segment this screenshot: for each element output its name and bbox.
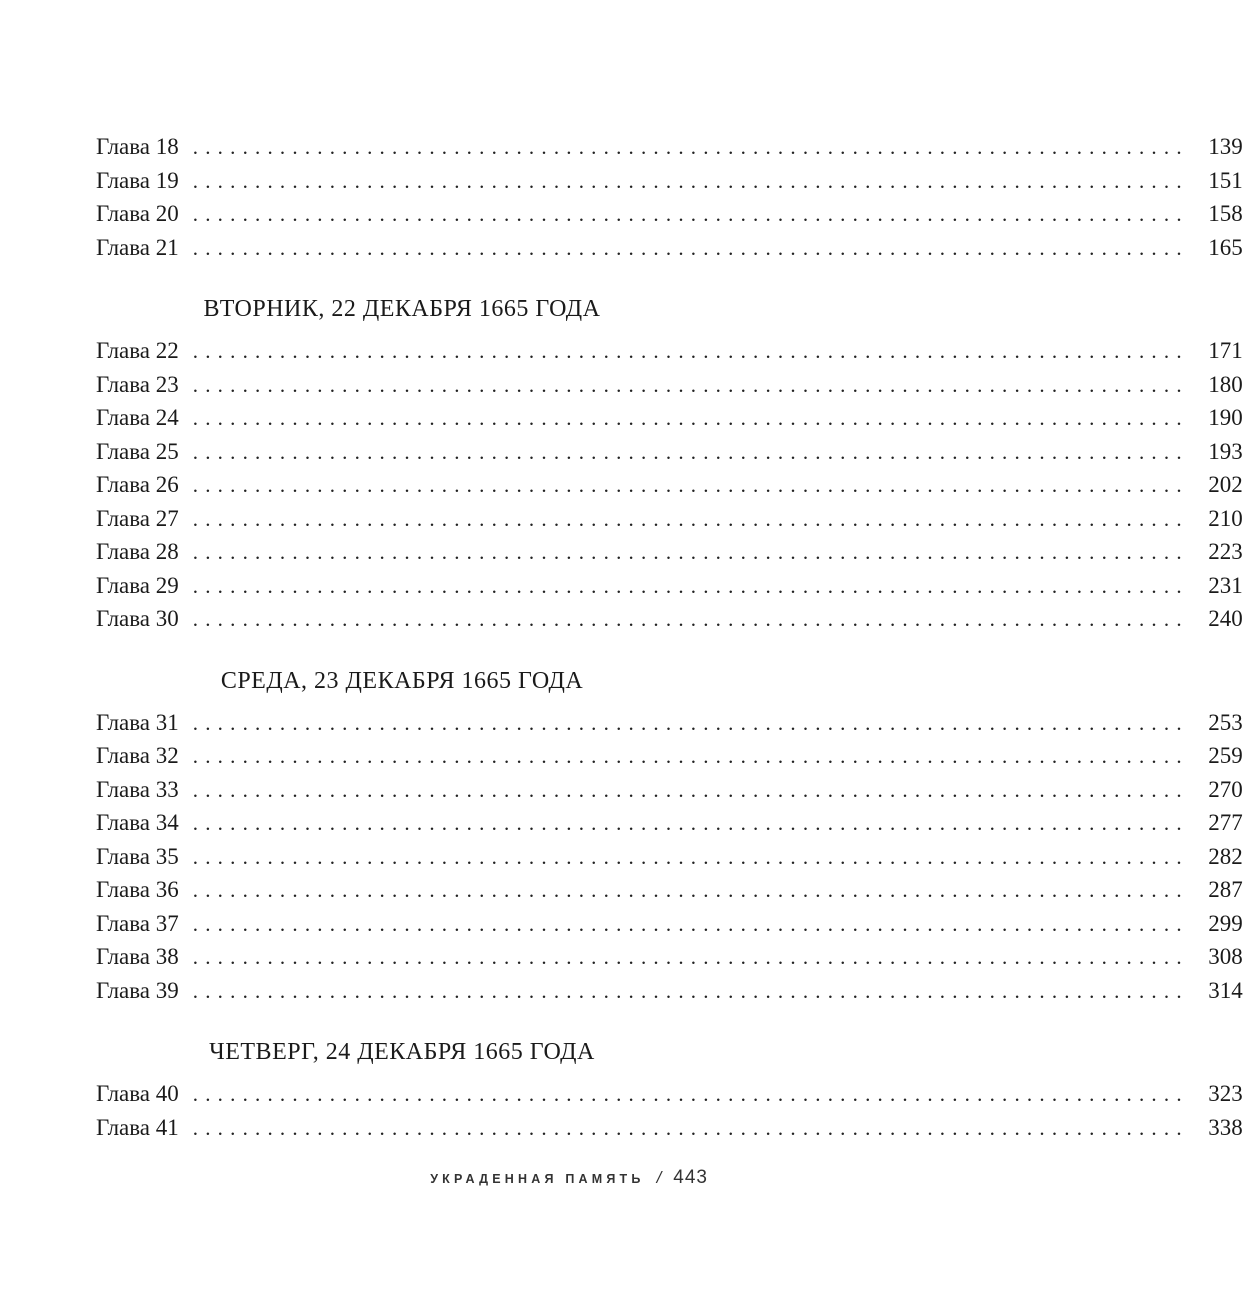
chapter-page-number: 277 bbox=[1208, 810, 1243, 835]
toc-entry bbox=[96, 231, 1243, 265]
chapter-label: Глава 30 bbox=[96, 606, 179, 631]
dot-leader: ................................................................................ bbox=[192, 473, 1189, 497]
dot-leader: ................................................................................ bbox=[192, 339, 1189, 363]
dot-leader: ................................................................................ bbox=[192, 573, 1189, 598]
chapter-label: Глава 36 bbox=[96, 877, 179, 902]
chapter-page-number: 308 bbox=[1208, 944, 1243, 969]
page-number: 443 bbox=[673, 1167, 708, 1188]
dot-leader: ................................................................................ bbox=[192, 135, 1189, 159]
toc-entry bbox=[96, 974, 1243, 1008]
chapter-label: Глава 22 bbox=[96, 338, 179, 363]
toc-entry bbox=[96, 840, 1243, 874]
dot-leader: ................................................................................ bbox=[192, 811, 1189, 835]
chapter-label: Глава 28 bbox=[96, 539, 179, 564]
toc-entry bbox=[96, 502, 1243, 536]
dot-leader: ................................................................................ bbox=[192, 168, 1189, 193]
chapter-label: Глава 18 bbox=[96, 134, 179, 159]
chapter-label: Глава 21 bbox=[96, 234, 179, 260]
dot-leader: ................................................................................ bbox=[192, 844, 1189, 869]
toc-entry bbox=[96, 368, 1243, 402]
chapter-page-number: 202 bbox=[1208, 472, 1243, 497]
section-heading: ЧЕТВЕРГ, 24 ДЕКАБРЯ 1665 ГОДА bbox=[209, 1039, 595, 1065]
toc-entry bbox=[96, 873, 1243, 907]
chapter-page-number: 338 bbox=[1208, 1114, 1243, 1140]
toc-entry bbox=[96, 806, 1243, 840]
chapter-page-number: 270 bbox=[1208, 776, 1243, 802]
dot-leader: ................................................................................ bbox=[192, 406, 1189, 430]
toc-entry bbox=[96, 569, 1243, 603]
chapter-page-number: 190 bbox=[1208, 405, 1243, 430]
chapter-label: Глава 39 bbox=[96, 977, 179, 1003]
chapter-label: Глава 35 bbox=[96, 843, 179, 869]
chapter-label: Глава 26 bbox=[96, 472, 179, 497]
chapter-label: Глава 38 bbox=[96, 944, 179, 969]
chapter-label: Глава 29 bbox=[96, 572, 179, 598]
dot-leader: ................................................................................ bbox=[192, 506, 1189, 531]
chapter-label: Глава 37 bbox=[96, 910, 179, 936]
dot-leader: ................................................................................ bbox=[192, 439, 1189, 464]
chapter-page-number: 193 bbox=[1208, 438, 1243, 464]
footer-separator: / bbox=[656, 1168, 662, 1187]
toc-entry bbox=[96, 1077, 1243, 1111]
toc-entry bbox=[96, 1111, 1243, 1145]
toc-entry bbox=[96, 130, 1243, 164]
chapter-page-number: 323 bbox=[1208, 1081, 1243, 1106]
chapter-page-number: 287 bbox=[1208, 877, 1243, 902]
chapter-label: Глава 40 bbox=[96, 1081, 179, 1106]
toc-entry bbox=[96, 334, 1243, 368]
page-footer bbox=[430, 1167, 708, 1189]
chapter-label: Глава 41 bbox=[96, 1114, 179, 1140]
chapter-label: Глава 34 bbox=[96, 810, 179, 835]
chapter-page-number: 180 bbox=[1208, 371, 1243, 397]
chapter-page-number: 259 bbox=[1208, 743, 1243, 768]
chapter-page-number: 253 bbox=[1208, 709, 1243, 735]
dot-leader: ................................................................................ bbox=[192, 710, 1189, 735]
section-heading: ВТОРНИК, 22 ДЕКАБРЯ 1665 ГОДА bbox=[203, 296, 601, 322]
chapter-page-number: 139 bbox=[1208, 134, 1243, 159]
toc-entry bbox=[96, 773, 1243, 807]
dot-leader: ................................................................................ bbox=[192, 878, 1189, 902]
chapter-page-number: 240 bbox=[1208, 606, 1243, 631]
chapter-page-number: 151 bbox=[1208, 167, 1243, 193]
dot-leader: ................................................................................ bbox=[192, 1082, 1189, 1106]
toc-entry bbox=[96, 435, 1243, 469]
toc-entry bbox=[96, 907, 1243, 941]
chapter-label: Глава 24 bbox=[96, 405, 179, 430]
dot-leader: ................................................................................ bbox=[192, 372, 1189, 397]
dot-leader: ................................................................................ bbox=[192, 777, 1189, 802]
toc-entry bbox=[96, 164, 1243, 198]
toc-entry bbox=[96, 602, 1243, 636]
dot-leader: ................................................................................ bbox=[192, 945, 1189, 969]
toc-entry bbox=[96, 197, 1243, 231]
toc-entry bbox=[96, 535, 1243, 569]
dot-leader: ................................................................................ bbox=[192, 1115, 1189, 1140]
toc-entry bbox=[96, 401, 1243, 435]
dot-leader: ................................................................................ bbox=[192, 744, 1189, 768]
dot-leader: ................................................................................ bbox=[192, 911, 1189, 936]
chapter-label: Глава 32 bbox=[96, 743, 179, 768]
chapter-page-number: 282 bbox=[1208, 843, 1243, 869]
toc-entry bbox=[96, 706, 1243, 740]
toc-entry bbox=[96, 940, 1243, 974]
chapter-label: Глава 25 bbox=[96, 438, 179, 464]
dot-leader: ................................................................................ bbox=[192, 607, 1189, 631]
section-heading: СРЕДА, 23 ДЕКАБРЯ 1665 ГОДА bbox=[220, 667, 584, 694]
running-title: УКРАДЕННАЯ ПАМЯТЬ bbox=[430, 1172, 645, 1186]
dot-leader: ................................................................................ bbox=[192, 202, 1189, 226]
chapter-page-number: 299 bbox=[1208, 910, 1243, 936]
chapter-page-number: 231 bbox=[1208, 572, 1243, 598]
chapter-label: Глава 27 bbox=[96, 505, 179, 531]
table-of-contents bbox=[96, 130, 1243, 1144]
toc-entry bbox=[96, 468, 1243, 502]
chapter-label: Глава 23 bbox=[96, 371, 179, 397]
toc-entry bbox=[96, 739, 1243, 773]
chapter-label: Глава 33 bbox=[96, 776, 179, 802]
chapter-page-number: 314 bbox=[1208, 977, 1243, 1003]
dot-leader: ................................................................................ bbox=[192, 978, 1189, 1003]
dot-leader: ................................................................................ bbox=[192, 235, 1189, 260]
chapter-page-number: 210 bbox=[1208, 505, 1243, 531]
dot-leader: ................................................................................ bbox=[192, 540, 1189, 564]
chapter-label: Глава 31 bbox=[96, 709, 179, 735]
chapter-page-number: 171 bbox=[1208, 338, 1243, 363]
chapter-label: Глава 19 bbox=[96, 167, 179, 193]
chapter-page-number: 158 bbox=[1208, 201, 1243, 226]
chapter-page-number: 223 bbox=[1208, 539, 1243, 564]
chapter-page-number: 165 bbox=[1208, 234, 1243, 260]
chapter-label: Глава 20 bbox=[96, 201, 179, 226]
